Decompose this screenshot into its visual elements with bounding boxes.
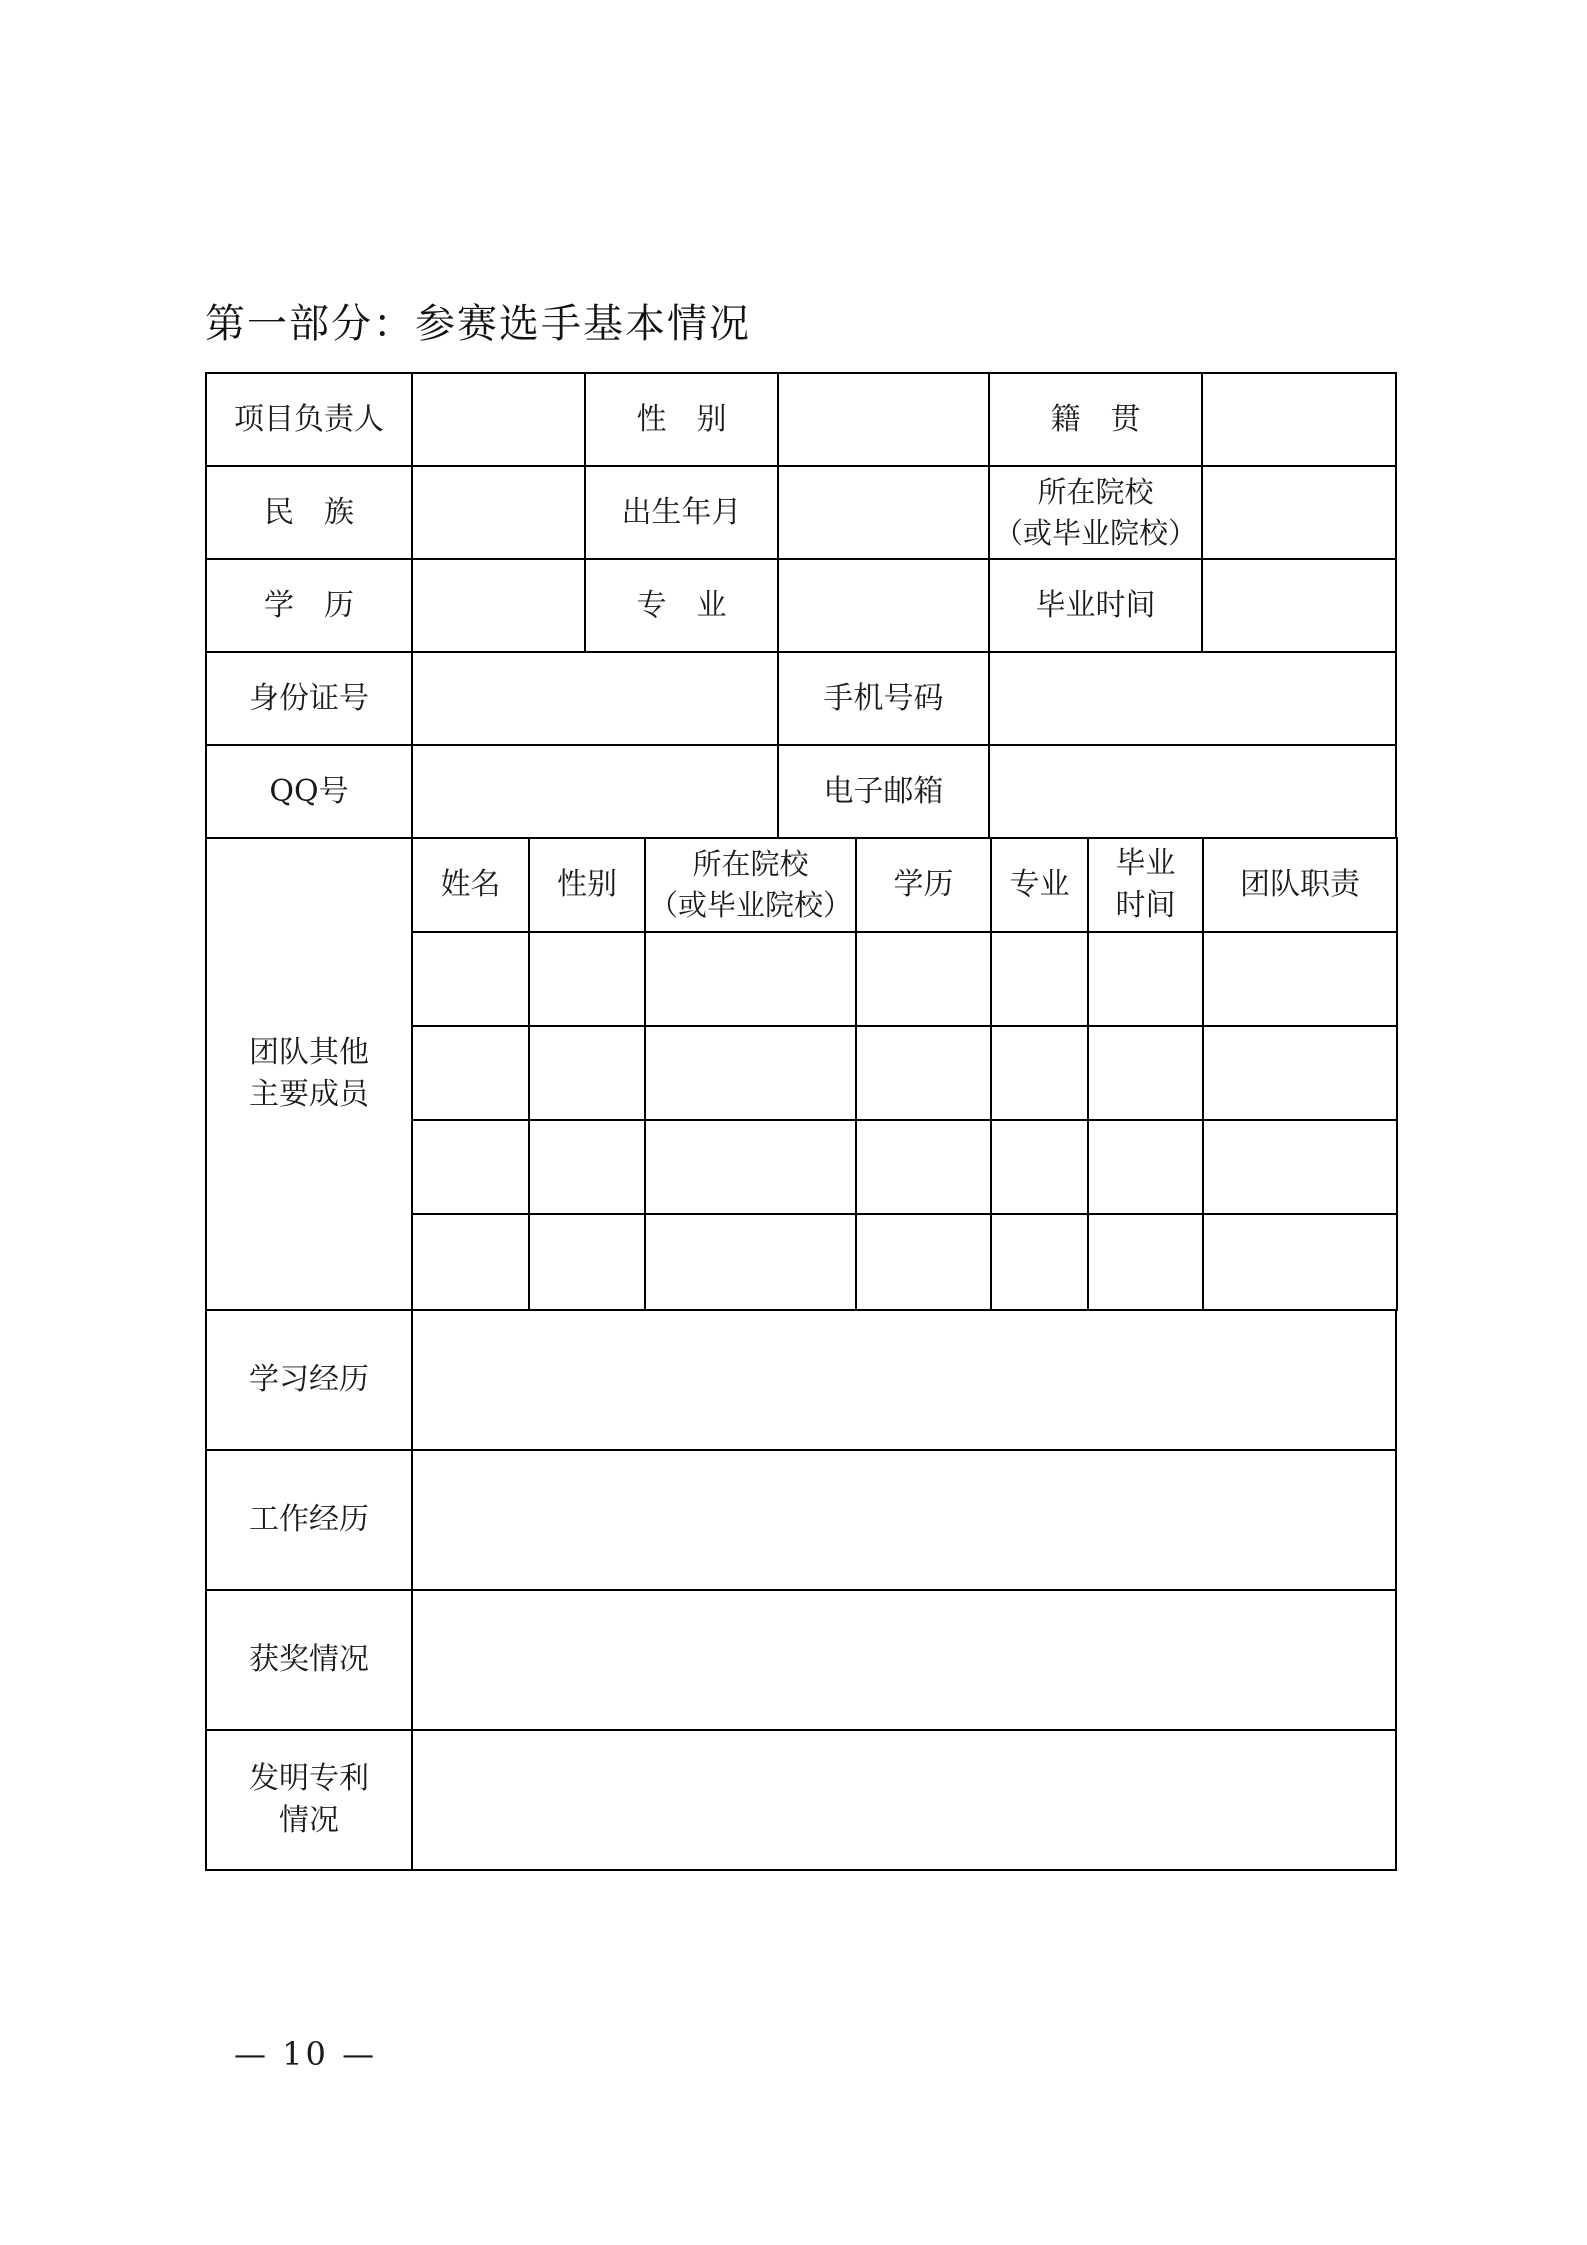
phone-field[interactable] bbox=[988, 651, 1397, 746]
section-title: 第一部分：参赛选手基本情况 bbox=[205, 301, 751, 347]
team-row-1-education[interactable] bbox=[855, 931, 992, 1027]
label-grad-time: 毕业时间 bbox=[988, 558, 1203, 653]
team-col-grad-time: 毕业 时间 bbox=[1087, 837, 1204, 933]
team-row-3-name[interactable] bbox=[411, 1119, 530, 1215]
team-row-4-education[interactable] bbox=[855, 1213, 992, 1311]
email-field[interactable] bbox=[988, 744, 1397, 839]
patents-field[interactable] bbox=[411, 1729, 1397, 1871]
team-row-4-name[interactable] bbox=[411, 1213, 530, 1311]
team-row-1-major[interactable] bbox=[990, 931, 1089, 1027]
team-row-3-major[interactable] bbox=[990, 1119, 1089, 1215]
team-row-4-grad-time[interactable] bbox=[1087, 1213, 1204, 1311]
grad-time-field[interactable] bbox=[1201, 558, 1397, 653]
label-school: 所在院校 （或毕业院校） bbox=[988, 465, 1203, 560]
team-row-1-gender[interactable] bbox=[528, 931, 646, 1027]
team-row-3-gender[interactable] bbox=[528, 1119, 646, 1215]
id-number-field[interactable] bbox=[411, 651, 779, 746]
awards-field[interactable] bbox=[411, 1589, 1397, 1731]
team-row-2-school[interactable] bbox=[644, 1025, 857, 1121]
label-email: 电子邮箱 bbox=[777, 744, 990, 839]
team-row-4-school[interactable] bbox=[644, 1213, 857, 1311]
team-row-2-gender[interactable] bbox=[528, 1025, 646, 1121]
label-education: 学 历 bbox=[205, 558, 413, 653]
team-row-2-name[interactable] bbox=[411, 1025, 530, 1121]
team-row-4-major[interactable] bbox=[990, 1213, 1089, 1311]
study-history-field[interactable] bbox=[411, 1309, 1397, 1451]
team-col-education: 学历 bbox=[855, 837, 992, 933]
native-place-field[interactable] bbox=[1201, 372, 1397, 467]
team-row-3-education[interactable] bbox=[855, 1119, 992, 1215]
team-row-2-major[interactable] bbox=[990, 1025, 1089, 1121]
team-col-name: 姓名 bbox=[411, 837, 530, 933]
gender-field[interactable] bbox=[777, 372, 990, 467]
team-row-4-role[interactable] bbox=[1202, 1213, 1398, 1311]
leader-field[interactable] bbox=[411, 372, 586, 467]
major-field[interactable] bbox=[777, 558, 990, 653]
team-row-1-school[interactable] bbox=[644, 931, 857, 1027]
label-team-members: 团队其他 主要成员 bbox=[205, 837, 413, 1311]
team-row-3-role[interactable] bbox=[1202, 1119, 1398, 1215]
label-patents: 发明专利 情况 bbox=[205, 1729, 413, 1871]
label-birth: 出生年月 bbox=[584, 465, 779, 560]
team-col-gender: 性别 bbox=[528, 837, 646, 933]
team-col-major: 专业 bbox=[990, 837, 1089, 933]
team-col-school: 所在院校 （或毕业院校） bbox=[644, 837, 857, 933]
label-study-history: 学习经历 bbox=[205, 1309, 413, 1451]
team-col-role: 团队职责 bbox=[1202, 837, 1398, 933]
team-row-4-gender[interactable] bbox=[528, 1213, 646, 1311]
team-row-1-role[interactable] bbox=[1202, 931, 1398, 1027]
label-leader: 项目负责人 bbox=[205, 372, 413, 467]
team-row-1-grad-time[interactable] bbox=[1087, 931, 1204, 1027]
team-row-2-role[interactable] bbox=[1202, 1025, 1398, 1121]
label-gender: 性 别 bbox=[584, 372, 779, 467]
team-row-3-school[interactable] bbox=[644, 1119, 857, 1215]
education-field[interactable] bbox=[411, 558, 586, 653]
qq-field[interactable] bbox=[411, 744, 779, 839]
label-work-history: 工作经历 bbox=[205, 1449, 413, 1591]
label-phone: 手机号码 bbox=[777, 651, 990, 746]
label-id-number: 身份证号 bbox=[205, 651, 413, 746]
birth-field[interactable] bbox=[777, 465, 990, 560]
label-major: 专 业 bbox=[584, 558, 779, 653]
team-row-2-education[interactable] bbox=[855, 1025, 992, 1121]
ethnicity-field[interactable] bbox=[411, 465, 586, 560]
label-ethnicity: 民 族 bbox=[205, 465, 413, 560]
team-row-1-name[interactable] bbox=[411, 931, 530, 1027]
label-qq: QQ号 bbox=[205, 744, 413, 839]
label-native-place: 籍 贯 bbox=[988, 372, 1203, 467]
label-awards: 获奖情况 bbox=[205, 1589, 413, 1731]
school-field[interactable] bbox=[1201, 465, 1397, 560]
team-row-2-grad-time[interactable] bbox=[1087, 1025, 1204, 1121]
team-row-3-grad-time[interactable] bbox=[1087, 1119, 1204, 1215]
work-history-field[interactable] bbox=[411, 1449, 1397, 1591]
page-number: — 10 — bbox=[234, 2035, 378, 2073]
